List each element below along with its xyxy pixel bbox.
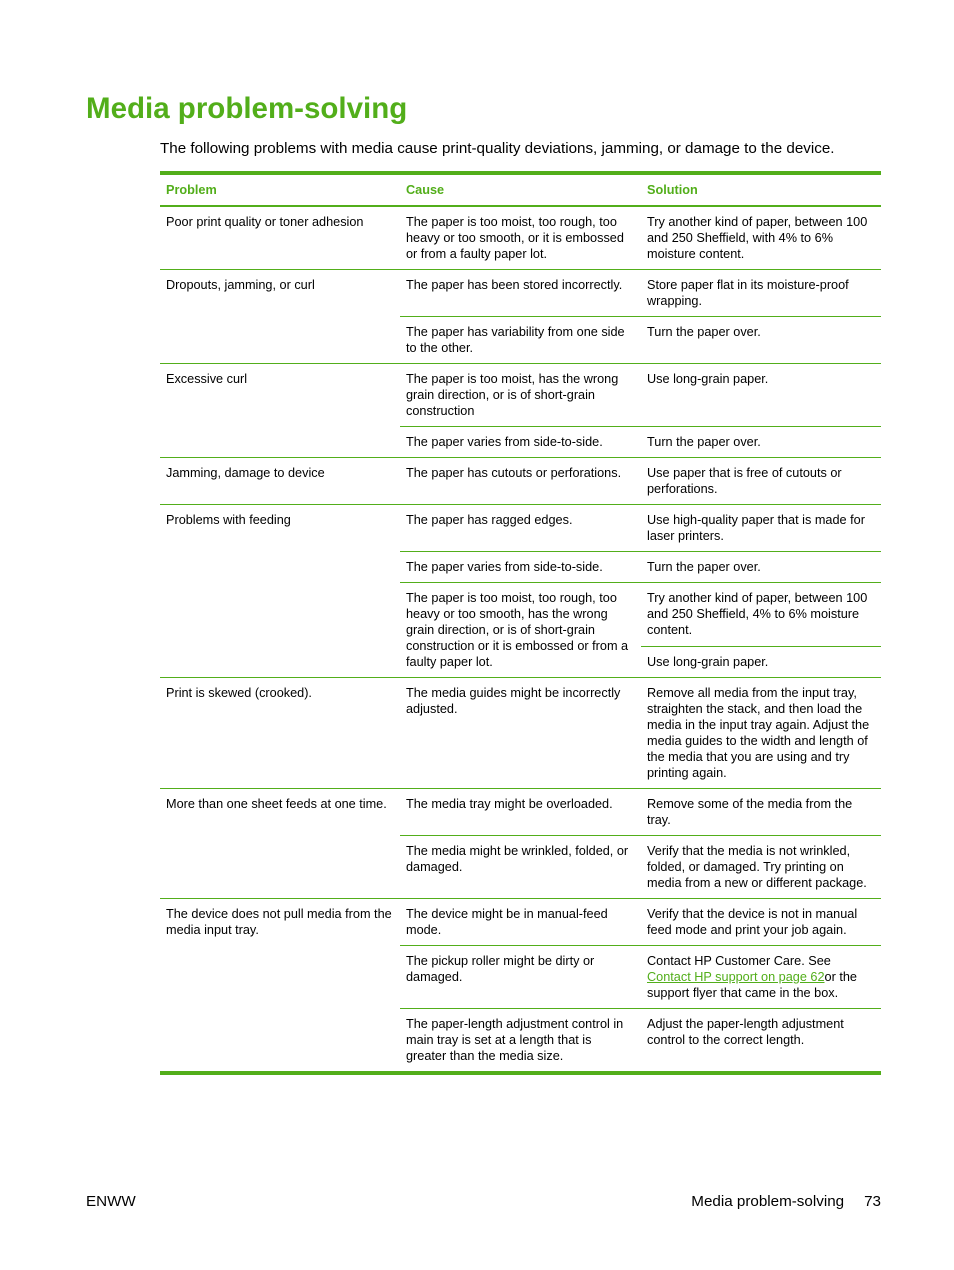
problem-cell: Poor print quality or toner adhesion	[160, 206, 400, 270]
cause-cell: The paper has been stored incorrectly.	[400, 270, 641, 317]
problem-cell: Excessive curl	[160, 364, 400, 458]
table-row	[160, 206, 881, 270]
cause-cell: The media tray might be overloaded.	[400, 789, 641, 836]
header-problem: Problem	[160, 173, 400, 206]
media-problems-table	[160, 171, 881, 1075]
cause-cell: The paper is too moist, too rough, too heavy or too smooth, or it is embossed or from a faulty paper lot.	[400, 206, 641, 270]
solution-cell: Try another kind of paper, between 100 and 250 Sheffield, 4% to 6% moisture content.	[641, 583, 881, 647]
table-row	[160, 789, 881, 836]
problem-cell: The device does not pull media from the media input tray.	[160, 899, 400, 1074]
cause-cell: The device might be in manual-feed mode.	[400, 899, 641, 946]
cause-cell: The paper has ragged edges.	[400, 505, 641, 552]
table-row	[160, 899, 881, 946]
problem-cell: Print is skewed (crooked).	[160, 678, 400, 789]
solution-cell: Verify that the media is not wrinkled, folded, or damaged. Try printing on media from a new or different package.	[641, 836, 881, 899]
page-title: Media problem-solving	[86, 92, 408, 125]
solution-cell: Use long-grain paper.	[641, 364, 881, 427]
solution-cell: Try another kind of paper, between 100 and 250 Sheffield, with 4% to 6% moisture content.	[641, 206, 881, 270]
table-header-row	[160, 173, 881, 206]
cause-cell: The paper is too moist, has the wrong grain direction, or is of short-grain construction	[400, 364, 641, 427]
footer-right	[691, 1192, 881, 1212]
table-row	[160, 458, 881, 505]
footer-left-label: ENWW	[86, 1193, 136, 1210]
problem-cell: More than one sheet feeds at one time.	[160, 789, 400, 899]
solution-cell: Turn the paper over.	[641, 427, 881, 458]
cause-cell: The paper is too moist, too rough, too heavy or too smooth, has the wrong grain direction, or is of short-grain construction or it is embossed or from a faulty paper lot.	[400, 583, 641, 678]
solution-cell: Use high-quality paper that is made for laser printers.	[641, 505, 881, 552]
solution-cell: Remove some of the media from the tray.	[641, 789, 881, 836]
cause-cell: The media might be wrinkled, folded, or damaged.	[400, 836, 641, 899]
table-row	[160, 270, 881, 317]
table-row	[160, 505, 881, 552]
solution-cell: Turn the paper over.	[641, 317, 881, 364]
solution-cell: Turn the paper over.	[641, 552, 881, 583]
header-cause: Cause	[400, 173, 641, 206]
solution-cell: Use long-grain paper.	[641, 646, 881, 677]
cause-cell: The paper has variability from one side to the other.	[400, 317, 641, 364]
intro-paragraph: The following problems with media cause print-quality deviations, jamming, or damage to the device.	[160, 140, 835, 157]
cause-cell: The paper varies from side-to-side.	[400, 427, 641, 458]
footer-section-title: Media problem-solving	[691, 1193, 845, 1210]
solution-cell: Store paper flat in its moisture-proof wrapping.	[641, 270, 881, 317]
cause-cell: The pickup roller might be dirty or damaged.	[400, 946, 641, 1009]
solution-cell: Remove all media from the input tray, straighten the stack, and then load the media in the input tray again. Adjust the media guides to the width and length of the media that you are using and try printing again.	[641, 678, 881, 789]
solution-cell: Verify that the device is not in manual feed mode and print your job again.	[641, 899, 881, 946]
problem-cell: Problems with feeding	[160, 505, 400, 678]
solution-cell: Use paper that is free of cutouts or perforations.	[641, 458, 881, 505]
problem-cell: Jamming, damage to device	[160, 458, 400, 505]
cause-cell: The paper varies from side-to-side.	[400, 552, 641, 583]
solution-cell: Adjust the paper-length adjustment control to the correct length.	[647, 1017, 844, 1047]
media-problems-table-container	[160, 171, 881, 1075]
cause-cell: The media guides might be incorrectly adjusted.	[400, 678, 641, 789]
solution-text-post: or the support flyer that came in the box.	[647, 970, 857, 1000]
solution-cell	[641, 946, 881, 1009]
table-row	[160, 364, 881, 427]
problem-cell: Dropouts, jamming, or curl	[160, 270, 400, 364]
page-number: 73	[864, 1193, 881, 1210]
table-row	[160, 678, 881, 789]
cause-cell: The paper has cutouts or perforations.	[400, 458, 641, 505]
cause-cell: The paper-length adjustment control in main tray is set at a length that is greater than the media size.	[406, 1017, 624, 1063]
contact-hp-support-link[interactable]: Contact HP support on page 62	[647, 970, 825, 984]
solution-text-pre: Contact HP Customer Care. See	[647, 954, 831, 968]
header-solution: Solution	[641, 173, 881, 206]
